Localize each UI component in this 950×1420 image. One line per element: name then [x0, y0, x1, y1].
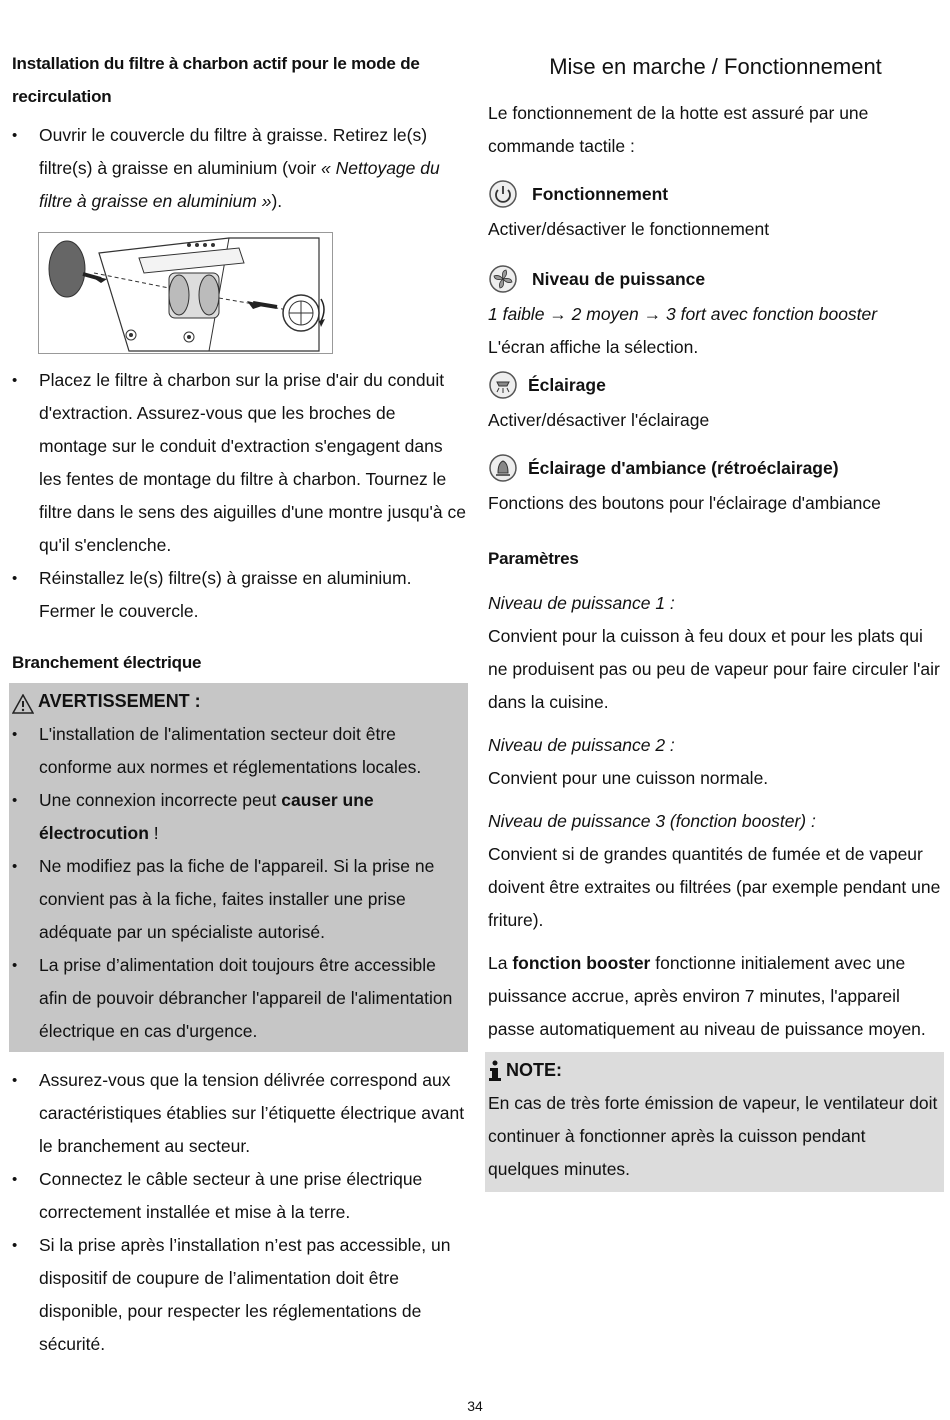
right-column	[488, 0, 943, 1192]
list-item: • Ouvrir le couvercle du filtre à graisse. Retirez le(s) filtre(s) à graisse en aluminium (voir « Nettoyage du filtre à graisse en aluminium »).	[12, 119, 467, 218]
light-control: Éclairage	[488, 366, 943, 404]
level1-title: Niveau de puissance 1 :	[488, 593, 675, 613]
list-item: • L'installation de l'alimentation secteur doit être conforme aux normes et réglementations locales.	[12, 718, 465, 784]
ambient-light-icon	[488, 453, 518, 483]
parameters-heading: Paramètres	[488, 549, 579, 568]
warning-list	[12, 718, 465, 1048]
hood-filter-illustration	[38, 232, 333, 354]
light-desc: Activer/désactiver l'éclairage	[488, 410, 710, 430]
list-item: • Placez le filtre à charbon sur la prise d'air du conduit d'extraction. Assurez-vous que les broches de montage sur le conduit d'extraction s'engagent dans les fentes de montage du filtre à charbon. Tournez le filtre dans le sens des aiguilles d'une montre jusqu'à ce qu'il s'enclenche.	[12, 364, 467, 562]
speed-control: Niveau de puissance	[488, 260, 943, 298]
list-item: • Si la prise après l’installation n’est pas accessible, un dispositif de coupure de l’alimentation doit être disponible, pour respecter les réglementations de sécurité.	[12, 1229, 467, 1361]
warning-title: AVERTISSEMENT :	[12, 685, 465, 718]
power-desc: Activer/désactiver le fonctionnement	[488, 219, 770, 239]
list-item: • Une connexion incorrecte peut causer une électrocution !	[12, 784, 465, 850]
level2-text: Convient pour une cuisson normale.	[488, 768, 769, 788]
info-icon	[488, 1060, 502, 1082]
filter-steps-list	[12, 119, 467, 218]
level2-title: Niveau de puissance 2 :	[488, 735, 675, 755]
power-control: Fonctionnement	[488, 175, 943, 213]
level1-text: Convient pour la cuisson à feu doux et pour les plats qui ne produisent pas ou peu de vapeur pour faire circuler l'air dans la cuisine.	[488, 626, 940, 712]
speed-desc: L'écran affiche la sélection.	[488, 337, 699, 357]
note-title: NOTE:	[488, 1054, 941, 1087]
electrical-steps-list	[12, 1064, 467, 1361]
section-title: Mise en marche / Fonctionnement	[549, 54, 882, 79]
filter-heading: Installation du filtre à charbon actif pour le mode de recirculation	[12, 54, 420, 106]
list-item: • Ne modifiez pas la fiche de l'appareil. Si la prise ne convient pas à la fiche, faites installer une prise adéquate par un spécialiste autorisé.	[12, 850, 465, 949]
warning-triangle-icon	[12, 692, 34, 712]
left-column	[12, 0, 467, 218]
level3-text: Convient si de grandes quantités de fumée et de vapeur doivent être extraites ou filtrées (par exemple pendant une friture).	[488, 844, 941, 930]
power-icon	[488, 179, 518, 209]
level3-title: Niveau de puissance 3 (fonction booster) :	[488, 811, 816, 831]
ambient-light-desc: Fonctions des boutons pour l'éclairage d'ambiance	[488, 493, 881, 513]
list-item: • Connectez le câble secteur à une prise électrique correctement installée et mise à la terre.	[12, 1163, 467, 1229]
intro-text: Le fonctionnement de la hotte est assuré par une commande tactile :	[488, 103, 869, 156]
ambient-light-control: Éclairage d'ambiance (rétroéclairage)	[488, 449, 943, 487]
speed-sequence: 1 faible → 2 moyen → 3 fort avec fonction booster	[488, 304, 878, 324]
left-column-continued	[12, 364, 467, 1361]
light-icon	[488, 370, 518, 400]
note-box	[485, 1052, 944, 1192]
booster-text: La fonction booster fonctionne initialement avec une puissance accrue, après environ 7 minutes, l'appareil passe automatiquement au niveau de puissance moyen.	[488, 953, 926, 1039]
note-text: En cas de très forte émission de vapeur, le ventilateur doit continuer à fonctionner après la cuisson pendant quelques minutes.	[488, 1093, 938, 1179]
warning-box	[9, 683, 468, 1052]
page-number: 34	[467, 1398, 483, 1414]
list-item: • Réinstallez le(s) filtre(s) à graisse en aluminium. Fermer le couvercle.	[12, 562, 467, 628]
filter-steps-list-2	[12, 364, 467, 628]
fan-icon	[488, 264, 518, 294]
list-item: • Assurez-vous que la tension délivrée correspond aux caractéristiques établies sur l’étiquette électrique avant le branchement au secteur.	[12, 1064, 467, 1163]
electrical-heading: Branchement électrique	[12, 653, 202, 672]
list-item: • La prise d’alimentation doit toujours être accessible afin de pouvoir débrancher l'appareil de l'alimentation électrique en cas d'urgence.	[12, 949, 465, 1048]
